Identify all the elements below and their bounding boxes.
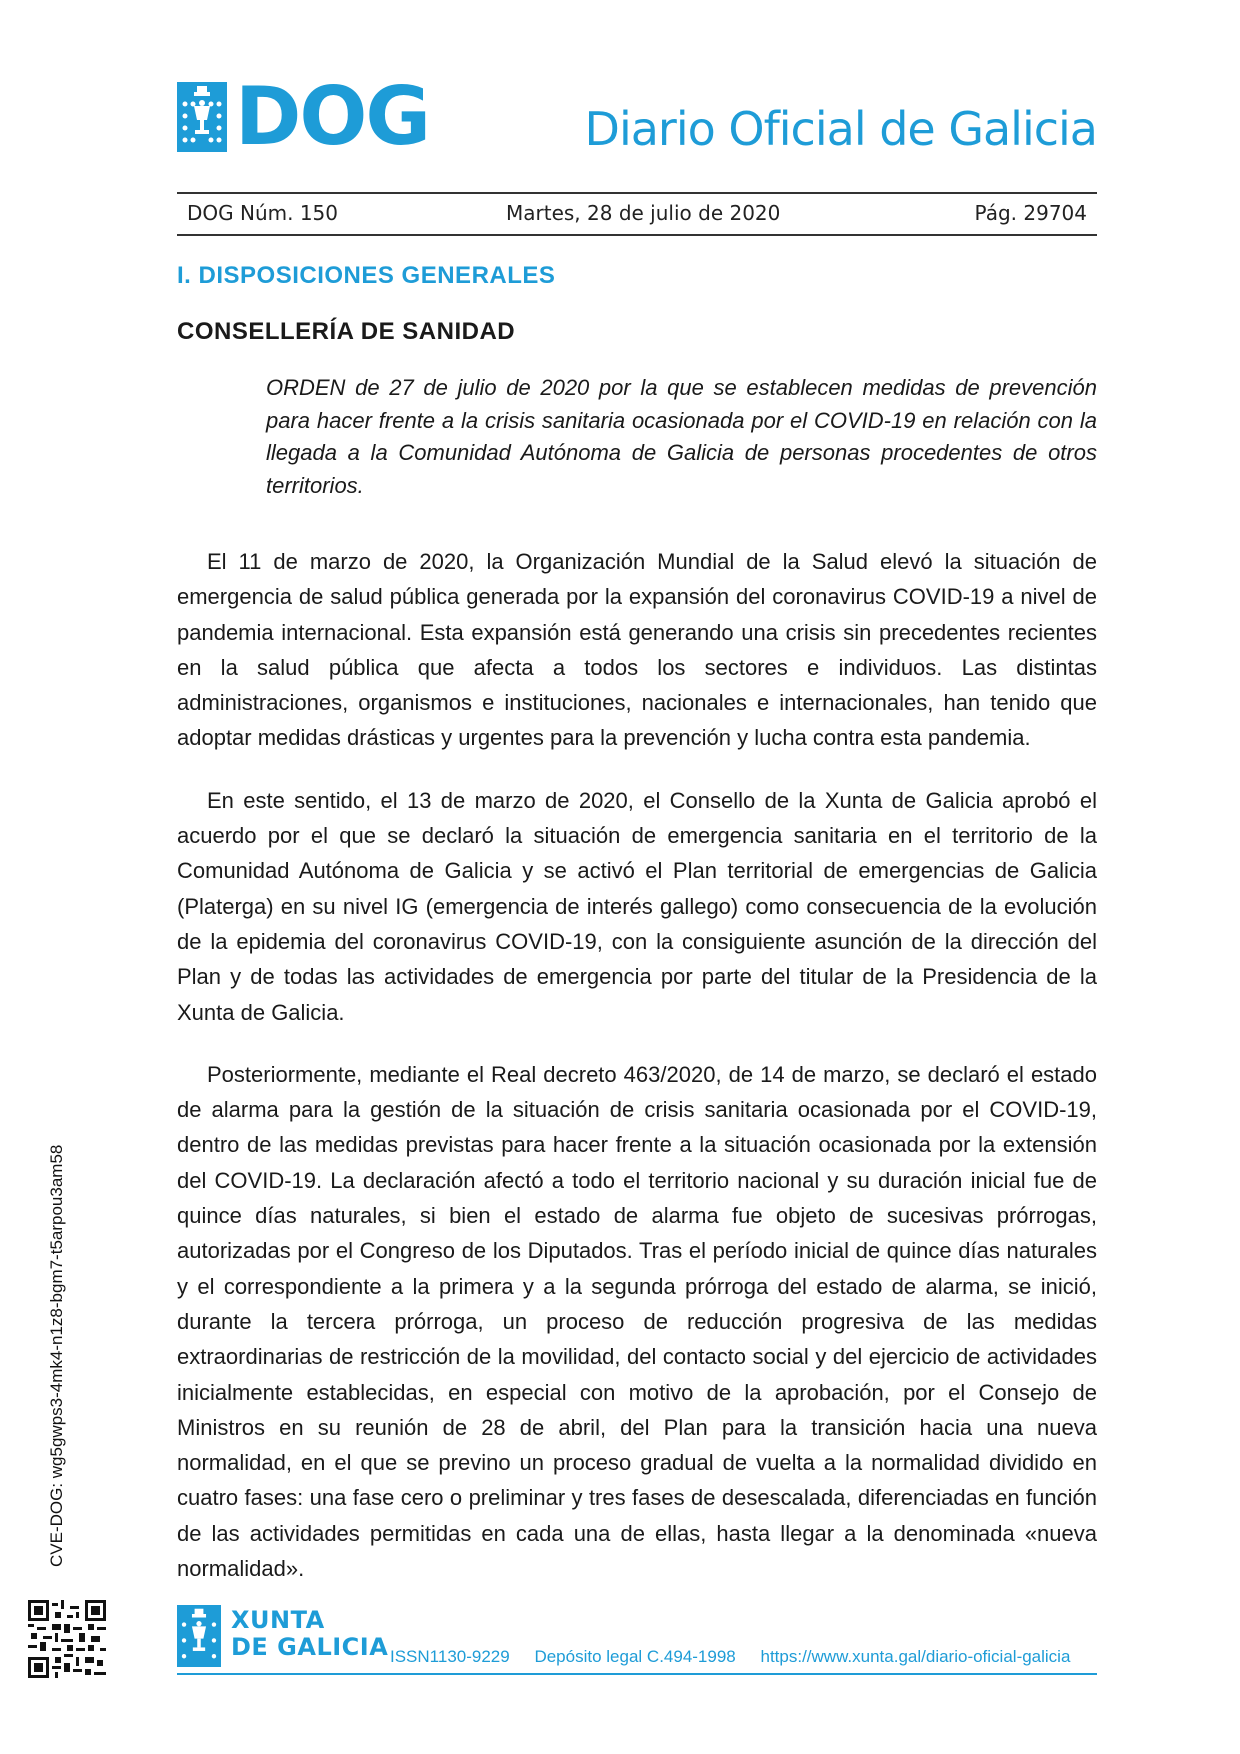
section-title: I. DISPOSICIONES GENERALES [177, 262, 556, 289]
footer-divider [177, 1673, 1097, 1675]
galicia-shield-icon [177, 1605, 221, 1667]
cve-code: CVE-DOG: wg5gwps3-4mk4-n1z8-bgm7-t5arpou3am58 [47, 1144, 66, 1567]
galicia-shield-icon [177, 82, 227, 152]
paragraph: En este sentido, el 13 de marzo de 2020, el Consello de la Xunta de Galicia aprobó el acuerdo por el que se declaró la situación de emergencia sanitaria en el territorio de la Comunidad Autónoma de Galicia y se activó el Plan territorial de emergencias de Galicia (Platerga) en su nivel IG (emergencia de interés gallego) como consecuencia de la evolución de la epidemia del coronavirus COVID-19, con la consiguiente asunción de la dirección del Plan y de todas las actividades de emergencia por parte del titular de la Presidencia de la Xunta de Galicia. [177, 787, 1097, 1025]
website-link[interactable]: https://www.xunta.gal/diario-oficial-galicia [760, 1647, 1071, 1666]
publication-title: Diario Oficial de Galicia [584, 102, 1097, 156]
page-number: Pág. 29704 [974, 201, 1087, 225]
orden-summary: ORDEN de 27 de julio de 2020 por la que se establecen medidas de prevención para hacer frente a la crisis sanitaria ocasionada por el COVID-19 en relación con la llegada a la Comunidad Autónoma de Galicia de personas procedentes de otros territorios. [266, 375, 1097, 498]
issn-text: ISSN1130-9229 [390, 1647, 510, 1666]
paragraph: El 11 de marzo de 2020, la Organización Mundial de la Salud elevó la situación de emergencia de salud pública generada por la expansión del coronavirus COVID-19 a nivel de pandemia internacional. Esta expansión está generando una crisis sin precedentes recientes en la salud pública que afecta a todos los sectores e individuos. Las distintas administraciones, organismos e instituciones, nacionales e internacionales, han tenido que adoptar medidas drásticas y urgentes para la prevención y lucha contra esta pandemia. [177, 549, 1097, 751]
deposito-legal-text: Depósito legal C.494-1998 [534, 1647, 736, 1666]
dog-logo [177, 70, 430, 163]
issue-number: DOG Núm. 150 [187, 201, 339, 225]
document-header [177, 70, 1097, 163]
paragraph: Posteriormente, mediante el Real decreto 463/2020, de 14 de marzo, se declaró el estado de alarma para la gestión de la situación de crisis sanitaria ocasionada por el COVID-19, dentro de las medidas previstas para hacer frente a la situación ocasionada por la extensión del COVID-19. La declaración afectó a todo el territorio nacional y su duración inicial fue de quince días naturales, si bien el estado de alarma fue objeto de sucesivas prórrogas, autorizadas por el Congreso de los Diputados. Tras el período inicial de quince días naturales y el correspondiente a la primera y a la segunda prórroga del estado de alarma, se inició, durante la tercera prórroga, un proceso de reducción progresiva de las medidas extraordinarias de restricción de la movilidad, del contacto social y del ejercicio de actividades inicialmente establecidas, en especial con motivo de la aprobación, por el Consejo de Ministros en su reunión de 28 de abril, del Plan para la transición hacia una nueva normalidad, en el que se previno un proceso gradual de vuelta a la normalidad dividido en cuatro fases: una fase cero o preliminar y tres fases de desescalada, diferenciadas en función de las actividades permitidas en cada una de ellas, hasta llegar a la denominada «nueva normalidad». [177, 1061, 1097, 1582]
footer-info [390, 1647, 1090, 1667]
xunta-logo-text [231, 1607, 388, 1661]
xunta-line-1: XUNTA [231, 1606, 325, 1634]
xunta-line-2: DE GALICIA [231, 1633, 389, 1661]
body-text [177, 544, 1097, 1613]
issue-meta-bar [177, 192, 1097, 236]
dog-logo-text: DOG [235, 70, 430, 163]
document-footer [177, 1605, 1097, 1675]
issue-date: Martes, 28 de julio de 2020 [506, 201, 781, 225]
qr-code-icon [28, 1600, 106, 1678]
department-title: CONSELLERÍA DE SANIDAD [177, 318, 516, 345]
